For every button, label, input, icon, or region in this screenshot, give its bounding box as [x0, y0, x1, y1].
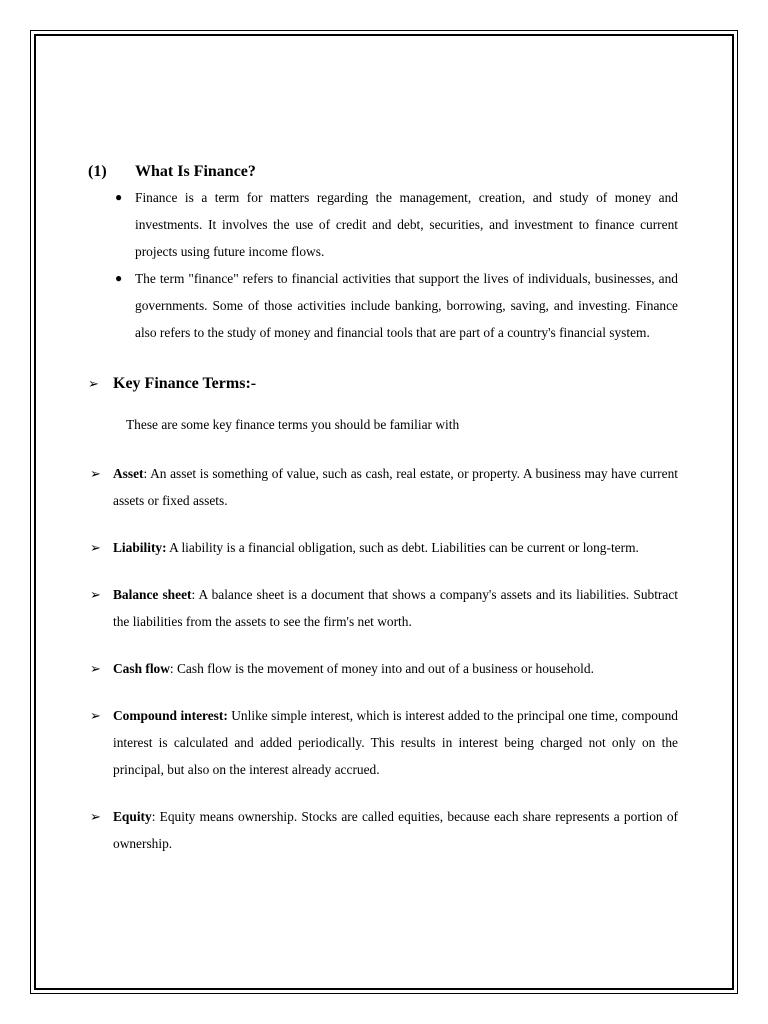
arrow-bullet-icon: ➢ [90, 661, 101, 676]
term-cash-flow: ➢ Cash flow: Cash flow is the movement of money into and out of a business or household. [88, 655, 678, 682]
term-asset: ➢ Asset: An asset is something of value, such as cash, real estate, or property. A business may have current assets or fixed assets. [88, 460, 678, 514]
term-name: Cash flow [113, 661, 170, 676]
term-definition: Cash flow is the movement of money into and out of a business or household. [173, 661, 594, 676]
key-terms-heading: ➢ Key Finance Terms:- [88, 375, 257, 392]
arrow-bullet-icon: ➢ [88, 376, 99, 391]
term-name: Balance sheet [113, 587, 192, 602]
term-name: Equity [113, 809, 152, 824]
arrow-bullet-icon: ➢ [90, 540, 101, 555]
arrow-bullet-icon: ➢ [90, 809, 101, 824]
arrow-bullet-icon: ➢ [90, 466, 101, 481]
term-name: Compound interest: [113, 708, 228, 723]
section-number: (1) [88, 163, 107, 180]
arrow-bullet-icon: ➢ [90, 708, 101, 723]
term-name: Liability: [113, 540, 167, 555]
term-definition: A liability is a financial obligation, such as debt. Liabilities can be current or long-term. [166, 540, 639, 555]
term-definition: An asset is something of value, such as cash, real estate, or property. A business may have current assets or fixed assets. [113, 466, 678, 508]
section-title [88, 160, 678, 184]
list-item: ● The term "finance" refers to financial activities that support the lives of individuals, businesses, and governments. Some of those activities include banking, borrowing, saving, and investing. Finance also refers to the study of money and financial tools that are part of a country's financial system. [88, 265, 678, 346]
term-definition: Unlike simple interest, which is interest added to the principal one time, compound interest is calculated and added periodically. This results in interest being charged not only on the principal, but also on the interest already accrued. [113, 708, 679, 777]
term-equity: ➢ Equity: Equity means ownership. Stocks are called equities, because each share represents a portion of ownership. [88, 803, 678, 857]
term-compound-interest [88, 702, 678, 783]
section-title-text: What Is Finance? [135, 163, 256, 180]
term-definition: A balance sheet is a document that shows a company's assets and its liabilities. Subtract the liabilities from the assets to see the firm's net worth. [113, 587, 678, 629]
bullet-icon: ● [115, 190, 123, 204]
list-item: ● Finance is a term for matters regarding the management, creation, and study of money and investments. It involves the use of credit and debt, securities, and investment to finance current projects using future income flows. [88, 184, 678, 265]
term-definition: Equity means ownership. Stocks are called equities, because each share represents a portion of ownership. [113, 809, 678, 851]
finance-bullet-list [88, 184, 678, 346]
arrow-bullet-icon: ➢ [90, 587, 101, 602]
bullet-icon: ● [115, 271, 123, 285]
term-liability [88, 534, 678, 561]
document-content [88, 160, 678, 857]
term-name: Asset [113, 466, 144, 481]
key-terms-intro: These are some key finance terms you should be familiar with [126, 417, 460, 432]
term-balance-sheet: ➢ Balance sheet: A balance sheet is a document that shows a company's assets and its liabilities. Subtract the liabilities from the assets to see the firm's net worth. [88, 581, 678, 635]
